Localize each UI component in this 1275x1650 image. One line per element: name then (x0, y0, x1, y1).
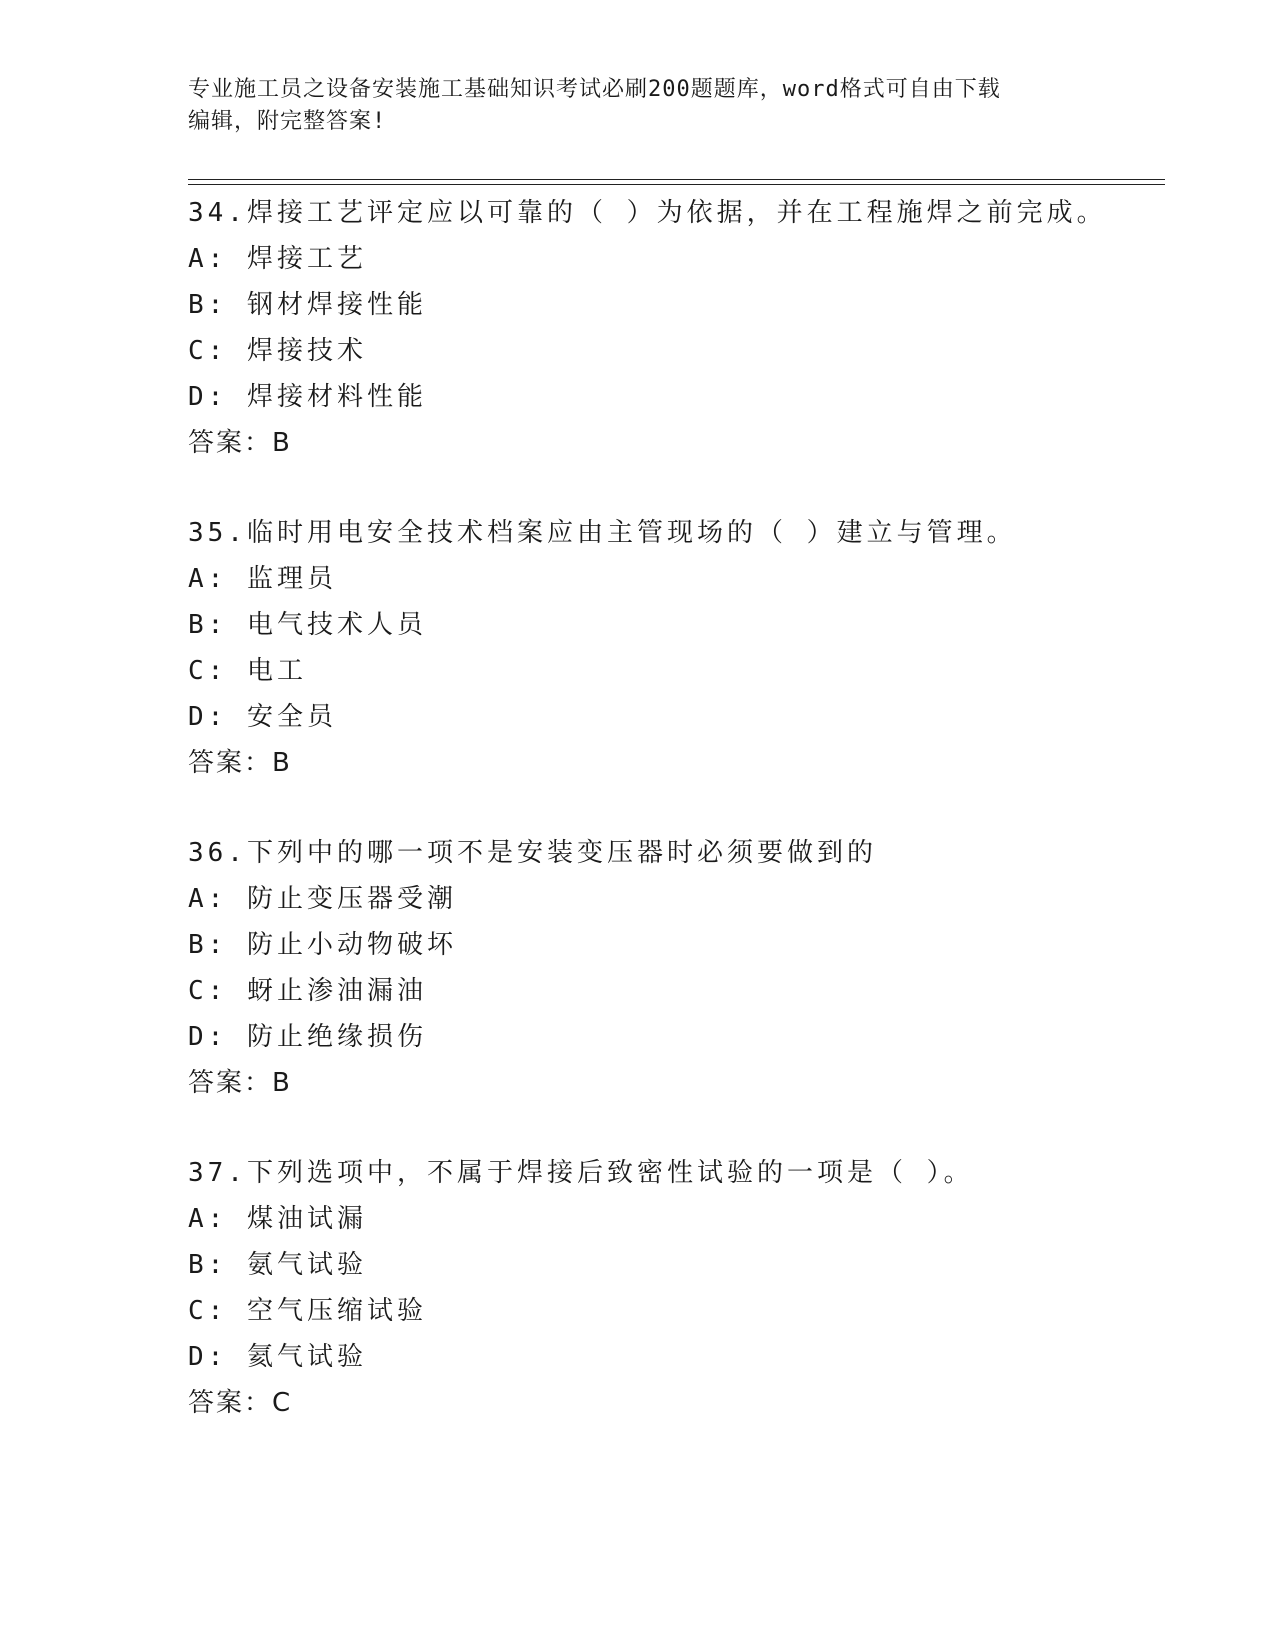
question-37 (188, 1150, 1168, 1426)
question-35 (188, 510, 1168, 786)
question-stem: 35.临时用电安全技术档案应由主管现场的（ ）建立与管理。 (188, 518, 1017, 548)
option-d: D: 焊接材料性能 (188, 382, 427, 412)
question-36 (188, 830, 1168, 1106)
answer-line: 答案：B (188, 748, 292, 778)
option-b: B: 防止小动物破坏 (188, 930, 457, 960)
option-a: A: 焊接工艺 (188, 244, 367, 274)
header-line-2: 编辑，附完整答案! (188, 109, 387, 134)
option-a: A: 煤油试漏 (188, 1204, 367, 1234)
option-c: C: 电工 (188, 656, 307, 686)
question-stem: 37.下列选项中，不属于焊接后致密性试验的一项是（ ）。 (188, 1158, 974, 1188)
question-34 (188, 190, 1168, 466)
header-line-1: 专业施工员之设备安装施工基础知识考试必刷200题题库，word格式可自由下载 (188, 77, 1001, 102)
question-stem: 34.焊接工艺评定应以可靠的（ ）为依据，并在工程施焊之前完成。 (188, 198, 1107, 228)
option-b: B: 钢材焊接性能 (188, 290, 427, 320)
option-a: A: 监理员 (188, 564, 337, 594)
answer-line: 答案：B (188, 428, 292, 458)
document-header (188, 74, 1088, 138)
option-c: C: 空气压缩试验 (188, 1296, 427, 1326)
header-divider-top (188, 179, 1165, 180)
question-stem: 36.下列中的哪一项不是安装变压器时必须要做到的 (188, 838, 877, 868)
answer-line: 答案：C (188, 1388, 293, 1418)
answer-line: 答案：B (188, 1068, 292, 1098)
option-b: B: 电气技术人员 (188, 610, 427, 640)
option-d: D: 安全员 (188, 702, 337, 732)
option-d: D: 防止绝缘损伤 (188, 1022, 427, 1052)
option-c: C: 焊接技术 (188, 336, 367, 366)
header-divider-bottom (188, 184, 1165, 185)
option-c: C: 蚜止渗油漏油 (188, 976, 427, 1006)
option-d: D: 氦气试验 (188, 1342, 367, 1372)
option-b: B: 氨气试验 (188, 1250, 367, 1280)
option-a: A: 防止变压器受潮 (188, 884, 457, 914)
